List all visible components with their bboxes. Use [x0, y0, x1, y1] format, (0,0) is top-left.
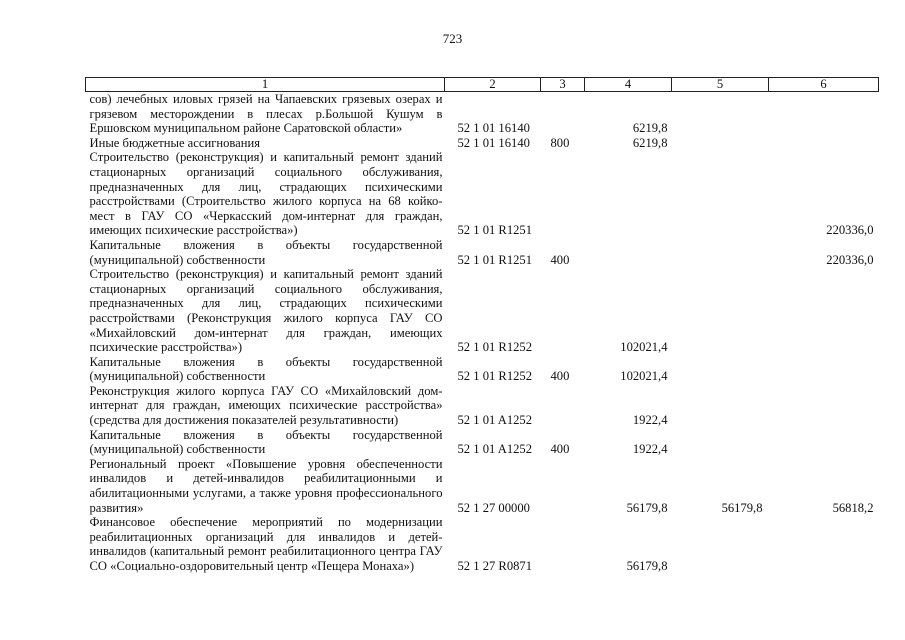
row-expense-type: 400	[550, 369, 570, 384]
row-value-col5	[672, 238, 769, 267]
row-description: Иные бюджетные ассигнования	[89, 135, 261, 150]
column-header-1: 1	[86, 78, 445, 92]
row-value-col4: 6219,8	[632, 135, 668, 150]
row-code: 52 1 01 R1251	[457, 223, 533, 238]
table-row	[86, 428, 879, 457]
row-value-col6	[769, 355, 879, 384]
row-description: Строительство (реконструкция) и капитальный ремонт зданий стационарных организаций социального обслуживания, предназначенных для лиц, страдающих психическими расстройствами (Строительство жилого корпуса на 68 койко-мест в ГАУ СО «Черкасский дом-интернат для граждан, имеющих психические расстройства»)	[89, 150, 443, 238]
row-value-col5	[672, 384, 769, 428]
column-header-6: 6	[769, 78, 879, 92]
table-row	[86, 384, 879, 428]
row-code: 52 1 01 A1252	[457, 442, 533, 457]
row-code: 52 1 27 00000	[457, 500, 530, 515]
row-value-col5	[672, 136, 769, 151]
table-row	[86, 355, 879, 384]
row-value-col5	[672, 428, 769, 457]
column-header-3: 3	[541, 78, 585, 92]
row-value-col4: 56179,8	[626, 500, 668, 515]
row-value-col6	[769, 515, 879, 573]
row-expense-type	[541, 92, 585, 136]
row-description: Капитальные вложения в объекты государственной (муниципальной) собственности	[89, 354, 443, 384]
table-row	[86, 136, 879, 151]
row-value-col4: 56179,8	[626, 559, 668, 573]
row-expense-type	[541, 267, 585, 355]
row-value-col4: 1922,4	[632, 413, 668, 428]
row-description: Капитальные вложения в объекты государственной (муниципальной) собственности	[89, 237, 443, 267]
row-code: 52 1 01 A1252	[457, 413, 533, 428]
row-description: Финансовое обеспечение мероприятий по модернизации реабилитационных организаций для инвалидов и детей-инвалидов (капитальный ремонт реабилитационного центра ГАУ СО «Социально-оздоровительный центр «Пещера Монаха»)	[89, 515, 443, 573]
row-value-col4: 102021,4	[620, 369, 668, 384]
row-value-col4: 102021,4	[620, 340, 668, 355]
row-value-col6	[769, 267, 879, 355]
row-expense-type: 400	[550, 442, 570, 457]
table-row	[86, 92, 879, 136]
row-value-col6: 56818,2	[832, 500, 874, 515]
row-value-col4: 1922,4	[632, 442, 668, 457]
row-value-col6	[769, 92, 879, 136]
row-value-col5	[672, 515, 769, 573]
row-code: 52 1 01 R1252	[457, 369, 533, 384]
row-value-col6: 220336,0	[826, 252, 874, 267]
table-row	[86, 267, 879, 355]
row-description: Реконструкция жилого корпуса ГАУ СО «Михайловский дом-интернат для граждан, имеющих психические расстройства» (средства для достижения показателей результативности)	[89, 383, 443, 428]
row-value-col4: 6219,8	[632, 121, 668, 136]
row-value-col4	[585, 238, 672, 267]
row-expense-type: 400	[550, 252, 570, 267]
row-expense-type: 800	[550, 135, 570, 150]
row-code: 52 1 01 R1252	[457, 340, 533, 355]
row-code: 52 1 01 16140	[457, 121, 530, 136]
row-description: сов) лечебных иловых грязей на Чапаевских грязевых озерах и грязевом месторождении в плесах р.Большой Кушум в Ершовском муниципальном районе Саратовской области»	[89, 92, 443, 136]
budget-table	[85, 77, 879, 574]
row-value-col5	[672, 355, 769, 384]
row-code: 52 1 01 R1251	[457, 252, 533, 267]
page-number: 723	[442, 31, 463, 46]
row-code: 52 1 27 R0871	[457, 559, 533, 573]
column-header-2: 2	[445, 78, 541, 92]
table-row	[86, 515, 879, 573]
row-expense-type	[541, 384, 585, 428]
row-value-col5	[672, 267, 769, 355]
row-value-col4	[585, 150, 672, 238]
row-value-col6	[769, 428, 879, 457]
row-description: Региональный проект «Повышение уровня обеспеченности инвалидов и детей-инвалидов реабилитационными и абилитационными услугами, а также уровня профессионального развития»	[89, 456, 443, 515]
row-expense-type	[541, 457, 585, 515]
row-value-col6: 220336,0	[826, 223, 874, 238]
column-header-4: 4	[585, 78, 672, 92]
row-description: Строительство (реконструкция) и капитальный ремонт зданий стационарных организаций социального обслуживания, предназначенных для лиц, страдающих психическими расстройствами (Реконструкция жилого корпуса ГАУ СО «Михайловский дом-интернат для граждан, имеющих психические расстройства»)	[89, 267, 443, 355]
row-value-col6	[769, 136, 879, 151]
table-row	[86, 238, 879, 267]
row-value-col6	[769, 384, 879, 428]
row-expense-type	[541, 515, 585, 573]
table-row	[86, 457, 879, 515]
column-header-5: 5	[672, 78, 769, 92]
row-value-col5	[672, 92, 769, 136]
row-code: 52 1 01 16140	[457, 135, 530, 150]
row-value-col5	[672, 150, 769, 238]
row-value-col5: 56179,8	[721, 500, 763, 515]
table-row	[86, 150, 879, 238]
row-expense-type	[541, 150, 585, 238]
row-description: Капитальные вложения в объекты государственной (муниципальной) собственности	[89, 427, 443, 457]
table-header-row	[86, 78, 879, 92]
